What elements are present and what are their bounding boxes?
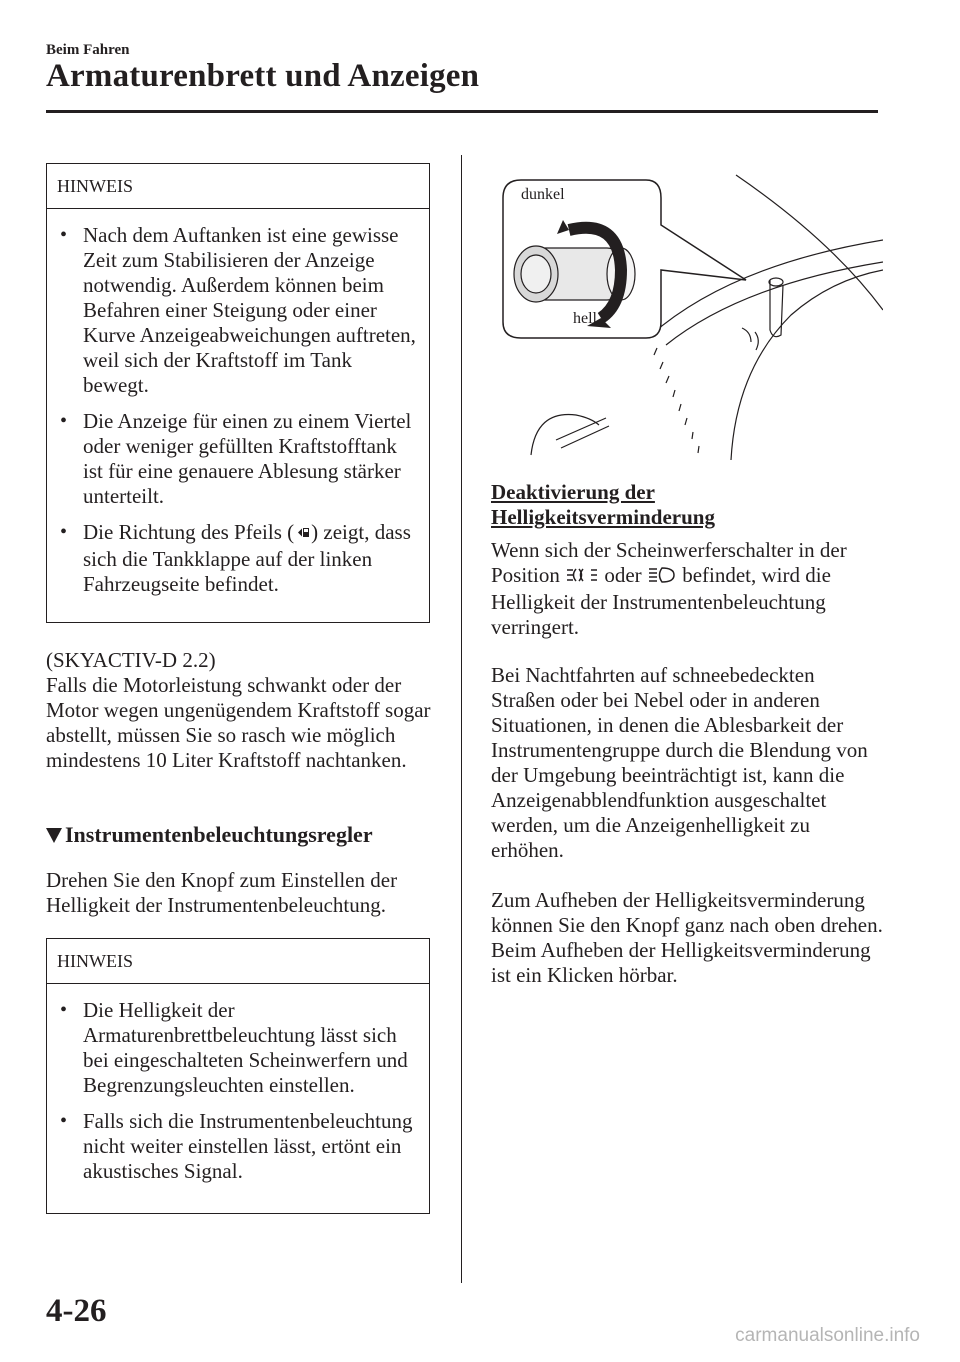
subsection-title: [491, 480, 715, 530]
subsection-title-line1: Deaktivierung der: [491, 480, 655, 504]
parking-light-icon: [565, 565, 599, 590]
note-text: Die Anzeige für einen zu einem Viertel oder weniger gefüllten Kraftstofftank ist für eine genauere Ablesung stärker unterteilt.: [83, 409, 412, 508]
watermark: carmanualsonline.info: [735, 1325, 920, 1346]
note-heading: HINWEIS: [47, 939, 429, 984]
label-dark: dunkel: [521, 186, 565, 203]
section-heading-text: Instrumentenbeleuchtungsregler: [65, 822, 373, 847]
dimmer-knob-figure: [491, 170, 883, 462]
bullet-icon: •: [60, 224, 68, 246]
list-item: [57, 1109, 421, 1184]
header-rule: [46, 110, 878, 113]
note-box-dimmer: [46, 938, 430, 1214]
paragraph-text: Wenn sich der Scheinwerferschalter in der Position: [491, 538, 847, 587]
deactivation-paragraph-1: [491, 538, 883, 640]
note-text: ) zeigt, dass sich die Tankklappe auf der linken Fahrzeugseite befindet.: [83, 520, 411, 596]
column-divider: [461, 155, 462, 1283]
subsection-title-line2: Helligkeitsverminderung: [491, 505, 715, 529]
section-heading: [46, 822, 373, 848]
dashboard-illustration: [491, 170, 883, 462]
bullet-icon: •: [60, 521, 68, 543]
note-text: Nach dem Auftanken ist eine gewisse Zeit zum Stabilisieren der Anzeige notwendig. Außerdem können beim Befahren einer Steigung oder einer Kurve Anzeigeabweichungen auftreten, weil sich der Kraftstoff im Tank bewegt.: [83, 223, 416, 397]
deactivation-paragraph-3: Zum Aufheben der Helligkeitsverminderung können Sie den Knopf ganz nach oben drehen. Beim Aufheben der Helligkeitsverminderung ist ein Klicken hörbar.: [491, 888, 883, 987]
skyactiv-text: Falls die Motorleistung schwankt oder der Motor wegen ungenügendem Kraftstoff sogar abstellt, müssen Sie so rasch wie möglich mindestens 10 Liter Kraftstoff nachtanken.: [46, 673, 431, 772]
paragraph-text: oder: [604, 563, 642, 587]
chapter-title: Armaturenbrett und Anzeigen: [46, 58, 480, 94]
fuel-door-arrow-icon: [294, 522, 311, 547]
note-list: [47, 209, 429, 609]
note-text: Die Helligkeit der Armaturenbrettbeleuchtung lässt sich bei eingeschalteten Scheinwerfern und Begrenzungsleuchten einstellen.: [83, 998, 408, 1097]
bullet-icon: •: [60, 999, 68, 1021]
paragraph-text: befindet, wird die Helligkeit der Instrumentenbeleuchtung verringert.: [491, 563, 831, 639]
bullet-icon: •: [60, 410, 68, 432]
skyactiv-label: (SKYACTIV-D 2.2): [46, 648, 216, 672]
label-bright: hell: [573, 310, 597, 327]
deactivation-paragraph-2: Bei Nachtfahrten auf schneebedeckten Straßen oder bei Nebel oder in anderen Situationen, in denen die Ablesbarkeit der Instrumentengruppe durch die Blendung von der Umgebung beeinträchtigt ist, kann die Anzeigenabblendfunktion ausgeschaltet werden, um die Anzeigenhelligkeit zu erhöhen.: [491, 663, 868, 862]
list-item: [57, 223, 421, 398]
section-label: Beim Fahren: [46, 42, 130, 58]
bullet-icon: •: [60, 1110, 68, 1132]
headlight-icon: [647, 565, 677, 590]
note-heading: HINWEIS: [47, 164, 429, 209]
list-item: [57, 409, 421, 509]
triangle-bullet-icon: [46, 828, 62, 843]
note-text: Die Richtung des Pfeils (: [83, 520, 295, 544]
note-text: Falls sich die Instrumentenbeleuchtung nicht weiter einstellen lässt, ertönt ein akustisches Signal.: [83, 1109, 413, 1183]
list-item: [57, 998, 421, 1098]
page-number: 4-26: [46, 1293, 107, 1329]
note-list: [47, 984, 429, 1196]
note-box-fuel: [46, 163, 430, 623]
dimmer-text: Drehen Sie den Knopf zum Einstellen der Helligkeit der Instrumentenbeleuchtung.: [46, 868, 398, 917]
list-item: [57, 520, 421, 597]
